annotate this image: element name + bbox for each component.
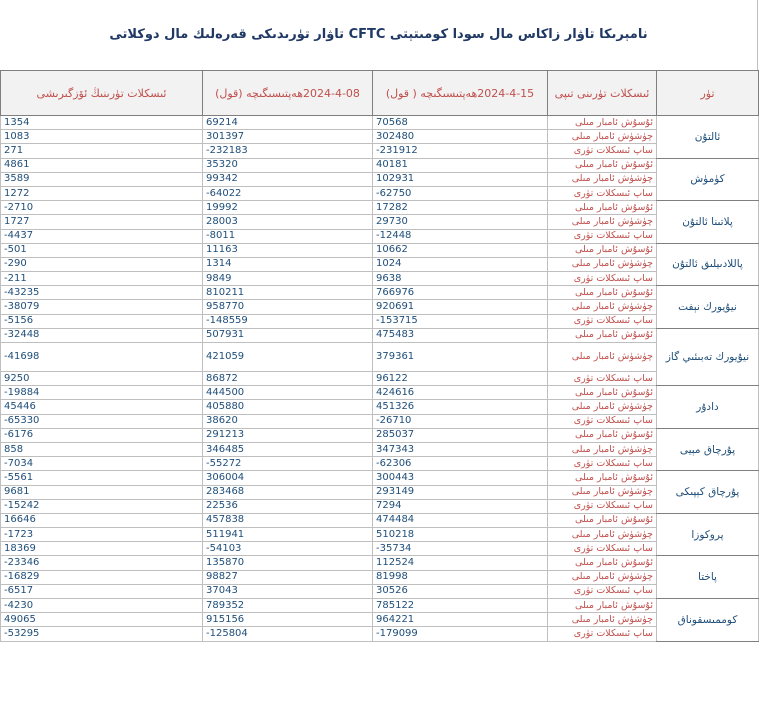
commodity-name: كۈمۈش bbox=[657, 158, 759, 201]
current-value: -153715 bbox=[373, 314, 548, 328]
commodity-name: پاختا bbox=[657, 556, 759, 599]
table-body bbox=[1, 116, 759, 642]
commodity-name: پاللادىيلىق ئالتۇن bbox=[657, 243, 759, 286]
change-value: 18369 bbox=[1, 542, 203, 556]
current-value: 347343 bbox=[373, 442, 548, 456]
commodity-name: پۇرچاق كېپىكى bbox=[657, 471, 759, 514]
table-row bbox=[1, 116, 759, 130]
position-type: ئۇسۇش ئامبار مىلى bbox=[548, 243, 657, 257]
header-current-week: 2024-4-15ھەپتىسىگىچە ( قول) bbox=[373, 71, 548, 116]
position-type: ئۇسۇش ئامبار مىلى bbox=[548, 428, 657, 442]
header-position-type: ئىسكلات تۈرىنى تىپى bbox=[548, 71, 657, 116]
previous-value: 69214 bbox=[203, 116, 373, 130]
position-type: ئۇسۇش ئامبار مىلى bbox=[548, 386, 657, 400]
position-type: ساپ ئىسكلات تۈرى bbox=[548, 499, 657, 513]
table-row bbox=[1, 457, 759, 471]
previous-value: 37043 bbox=[203, 584, 373, 598]
change-value: -16829 bbox=[1, 570, 203, 584]
commodity-name: نيۇيورك نېفت bbox=[657, 286, 759, 329]
change-value: -4230 bbox=[1, 599, 203, 613]
previous-value: -55272 bbox=[203, 457, 373, 471]
previous-value: -232183 bbox=[203, 144, 373, 158]
position-type: چۈشۈش ئامبار مىلى bbox=[548, 257, 657, 271]
change-value: -23346 bbox=[1, 556, 203, 570]
header-commodity: تۈر bbox=[657, 71, 759, 116]
previous-value: 915156 bbox=[203, 613, 373, 627]
previous-value: -148559 bbox=[203, 314, 373, 328]
change-value: 858 bbox=[1, 442, 203, 456]
current-value: 70568 bbox=[373, 116, 548, 130]
current-value: 300443 bbox=[373, 471, 548, 485]
change-value: -211 bbox=[1, 272, 203, 286]
current-value: 475483 bbox=[373, 328, 548, 342]
current-value: 293149 bbox=[373, 485, 548, 499]
previous-value: 35320 bbox=[203, 158, 373, 172]
table-row bbox=[1, 513, 759, 527]
position-type: چۈشۈش ئامبار مىلى bbox=[548, 613, 657, 627]
current-value: 920691 bbox=[373, 300, 548, 314]
previous-value: 291213 bbox=[203, 428, 373, 442]
previous-value: 405880 bbox=[203, 400, 373, 414]
table-row bbox=[1, 328, 759, 342]
current-value: 102931 bbox=[373, 172, 548, 186]
change-value: -5156 bbox=[1, 314, 203, 328]
position-type: ساپ ئىسكلات تۈرى bbox=[548, 372, 657, 386]
previous-value: 507931 bbox=[203, 328, 373, 342]
position-type: ساپ ئىسكلات تۈرى bbox=[548, 314, 657, 328]
current-value: 17282 bbox=[373, 201, 548, 215]
change-value: 45446 bbox=[1, 400, 203, 414]
current-value: 474484 bbox=[373, 513, 548, 527]
change-value: 16646 bbox=[1, 513, 203, 527]
current-value: -62750 bbox=[373, 186, 548, 200]
previous-value: -64022 bbox=[203, 186, 373, 200]
change-value: 49065 bbox=[1, 613, 203, 627]
current-value: 30526 bbox=[373, 584, 548, 598]
change-value: -7034 bbox=[1, 457, 203, 471]
change-value: 3589 bbox=[1, 172, 203, 186]
position-type: ئۇسۇش ئامبار مىلى bbox=[548, 471, 657, 485]
previous-value: 22536 bbox=[203, 499, 373, 513]
position-type: ساپ ئىسكلات تۈرى bbox=[548, 584, 657, 598]
position-type: ساپ ئىسكلات تۈرى bbox=[548, 229, 657, 243]
change-value: -501 bbox=[1, 243, 203, 257]
change-value: -41698 bbox=[1, 343, 203, 372]
previous-value: 28003 bbox=[203, 215, 373, 229]
table-row bbox=[1, 215, 759, 229]
table-row bbox=[1, 286, 759, 300]
previous-value: -54103 bbox=[203, 542, 373, 556]
position-type: ئۇسۇش ئامبار مىلى bbox=[548, 599, 657, 613]
position-type: ئۇسۇش ئامبار مىلى bbox=[548, 556, 657, 570]
position-type: چۈشۈش ئامبار مىلى bbox=[548, 400, 657, 414]
previous-value: 11163 bbox=[203, 243, 373, 257]
current-value: 9638 bbox=[373, 272, 548, 286]
table-row bbox=[1, 485, 759, 499]
previous-value: 789352 bbox=[203, 599, 373, 613]
position-type: ئۇسۇش ئامبار مىلى bbox=[548, 116, 657, 130]
table-row bbox=[1, 414, 759, 428]
header-previous-week: 2024-4-08ھەپتىسىگىچە (قول) bbox=[203, 71, 373, 116]
table-row bbox=[1, 201, 759, 215]
commodity-name: دادۇر bbox=[657, 386, 759, 429]
previous-value: 9849 bbox=[203, 272, 373, 286]
header-change: ئىسكلات تۈرىنىڭ ئۆزگىرىشى bbox=[1, 71, 203, 116]
change-value: -32448 bbox=[1, 328, 203, 342]
change-value: -5561 bbox=[1, 471, 203, 485]
table-row bbox=[1, 442, 759, 456]
change-value: -65330 bbox=[1, 414, 203, 428]
position-type: ساپ ئىسكلات تۈرى bbox=[548, 542, 657, 556]
change-value: -19884 bbox=[1, 386, 203, 400]
current-value: 285037 bbox=[373, 428, 548, 442]
current-value: -231912 bbox=[373, 144, 548, 158]
table-row bbox=[1, 272, 759, 286]
table-row bbox=[1, 528, 759, 542]
report-title: نامېرىكا تاۋار زاكاس مال سودا كومىتېتى CFTC تاۋار تۈرىدىكى قەرەلىك مال دوكلاتى bbox=[0, 0, 758, 70]
change-value: -38079 bbox=[1, 300, 203, 314]
position-type: ساپ ئىسكلات تۈرى bbox=[548, 457, 657, 471]
commodity-name: كوممىسقوناق bbox=[657, 599, 759, 642]
current-value: 96122 bbox=[373, 372, 548, 386]
current-value: 302480 bbox=[373, 130, 548, 144]
previous-value: 810211 bbox=[203, 286, 373, 300]
commodity-name: ئالتۇن bbox=[657, 116, 759, 159]
previous-value: -8011 bbox=[203, 229, 373, 243]
position-type: ساپ ئىسكلات تۈرى bbox=[548, 272, 657, 286]
previous-value: 301397 bbox=[203, 130, 373, 144]
table-row bbox=[1, 613, 759, 627]
position-type: چۈشۈش ئامبار مىلى bbox=[548, 215, 657, 229]
change-value: 1083 bbox=[1, 130, 203, 144]
previous-value: 283468 bbox=[203, 485, 373, 499]
current-value: 81998 bbox=[373, 570, 548, 584]
current-value: 112524 bbox=[373, 556, 548, 570]
change-value: 1272 bbox=[1, 186, 203, 200]
table-row bbox=[1, 257, 759, 271]
position-type: چۈشۈش ئامبار مىلى bbox=[548, 130, 657, 144]
table-row bbox=[1, 584, 759, 598]
table-row bbox=[1, 343, 759, 372]
current-value: 40181 bbox=[373, 158, 548, 172]
previous-value: 1314 bbox=[203, 257, 373, 271]
position-type: ساپ ئىسكلات تۈرى bbox=[548, 414, 657, 428]
change-value: 271 bbox=[1, 144, 203, 158]
table-row bbox=[1, 599, 759, 613]
position-type: چۈشۈش ئامبار مىلى bbox=[548, 343, 657, 372]
table-row bbox=[1, 499, 759, 513]
current-value: -35734 bbox=[373, 542, 548, 556]
commodity-name: پۇرچاق مېيى bbox=[657, 428, 759, 471]
table-row bbox=[1, 428, 759, 442]
current-value: 964221 bbox=[373, 613, 548, 627]
table-row bbox=[1, 627, 759, 641]
change-value: -6517 bbox=[1, 584, 203, 598]
table-row bbox=[1, 570, 759, 584]
position-type: ساپ ئىسكلات تۈرى bbox=[548, 627, 657, 641]
current-value: -179099 bbox=[373, 627, 548, 641]
commodity-name: پلاتىنا ئالتۇن bbox=[657, 201, 759, 244]
current-value: 29730 bbox=[373, 215, 548, 229]
previous-value: 38620 bbox=[203, 414, 373, 428]
change-value: 9681 bbox=[1, 485, 203, 499]
commodity-name: پروكوزا bbox=[657, 513, 759, 556]
current-value: -12448 bbox=[373, 229, 548, 243]
change-value: 4861 bbox=[1, 158, 203, 172]
table-row bbox=[1, 386, 759, 400]
position-type: چۈشۈش ئامبار مىلى bbox=[548, 172, 657, 186]
change-value: 9250 bbox=[1, 372, 203, 386]
position-type: چۈشۈش ئامبار مىلى bbox=[548, 485, 657, 499]
change-value: 1727 bbox=[1, 215, 203, 229]
table-row bbox=[1, 471, 759, 485]
previous-value: 346485 bbox=[203, 442, 373, 456]
change-value: -43235 bbox=[1, 286, 203, 300]
table-row bbox=[1, 172, 759, 186]
current-value: 424616 bbox=[373, 386, 548, 400]
position-type: چۈشۈش ئامبار مىلى bbox=[548, 442, 657, 456]
previous-value: 135870 bbox=[203, 556, 373, 570]
change-value: -4437 bbox=[1, 229, 203, 243]
change-value: -53295 bbox=[1, 627, 203, 641]
current-value: 766976 bbox=[373, 286, 548, 300]
table-row bbox=[1, 556, 759, 570]
table-row bbox=[1, 243, 759, 257]
position-type: ئۇسۇش ئامبار مىلى bbox=[548, 328, 657, 342]
position-type: ساپ ئىسكلات تۈرى bbox=[548, 186, 657, 200]
position-type: ئۇسۇش ئامبار مىلى bbox=[548, 286, 657, 300]
current-value: -62306 bbox=[373, 457, 548, 471]
previous-value: 511941 bbox=[203, 528, 373, 542]
cftc-positions-table bbox=[0, 70, 759, 642]
current-value: 7294 bbox=[373, 499, 548, 513]
position-type: ئۇسۇش ئامبار مىلى bbox=[548, 201, 657, 215]
current-value: -26710 bbox=[373, 414, 548, 428]
table-row bbox=[1, 372, 759, 386]
table-row bbox=[1, 229, 759, 243]
position-type: چۈشۈش ئامبار مىلى bbox=[548, 528, 657, 542]
current-value: 1024 bbox=[373, 257, 548, 271]
previous-value: 421059 bbox=[203, 343, 373, 372]
current-value: 451326 bbox=[373, 400, 548, 414]
previous-value: 444500 bbox=[203, 386, 373, 400]
previous-value: 958770 bbox=[203, 300, 373, 314]
position-type: ئۇسۇش ئامبار مىلى bbox=[548, 513, 657, 527]
table-row bbox=[1, 158, 759, 172]
table-row bbox=[1, 130, 759, 144]
current-value: 379361 bbox=[373, 343, 548, 372]
current-value: 510218 bbox=[373, 528, 548, 542]
commodity-name: نيۇيورك تەبىئىي گاز bbox=[657, 328, 759, 385]
previous-value: 98827 bbox=[203, 570, 373, 584]
previous-value: 306004 bbox=[203, 471, 373, 485]
table-row bbox=[1, 314, 759, 328]
change-value: -1723 bbox=[1, 528, 203, 542]
table-row bbox=[1, 542, 759, 556]
position-type: چۈشۈش ئامبار مىلى bbox=[548, 300, 657, 314]
change-value: 1354 bbox=[1, 116, 203, 130]
table-row bbox=[1, 144, 759, 158]
previous-value: -125804 bbox=[203, 627, 373, 641]
position-type: ئۇسۇش ئامبار مىلى bbox=[548, 158, 657, 172]
position-type: چۈشۈش ئامبار مىلى bbox=[548, 570, 657, 584]
change-value: -6176 bbox=[1, 428, 203, 442]
header-row bbox=[1, 71, 759, 116]
change-value: -2710 bbox=[1, 201, 203, 215]
previous-value: 99342 bbox=[203, 172, 373, 186]
previous-value: 19992 bbox=[203, 201, 373, 215]
table-row bbox=[1, 186, 759, 200]
table-row bbox=[1, 400, 759, 414]
change-value: -15242 bbox=[1, 499, 203, 513]
current-value: 10662 bbox=[373, 243, 548, 257]
change-value: -290 bbox=[1, 257, 203, 271]
previous-value: 86872 bbox=[203, 372, 373, 386]
table-row bbox=[1, 300, 759, 314]
position-type: ساپ ئىسكلات تۈرى bbox=[548, 144, 657, 158]
current-value: 785122 bbox=[373, 599, 548, 613]
previous-value: 457838 bbox=[203, 513, 373, 527]
